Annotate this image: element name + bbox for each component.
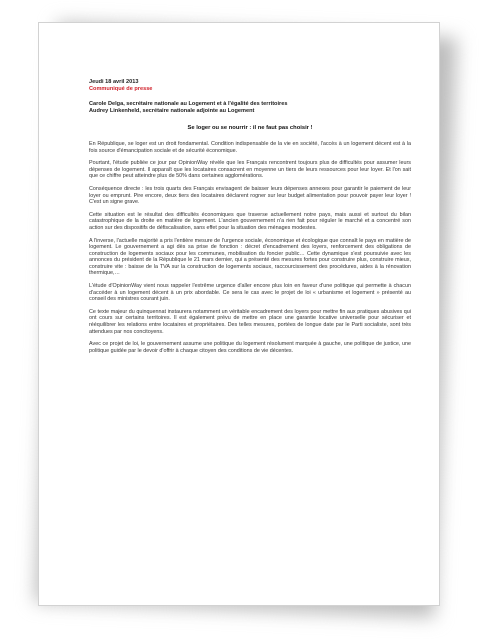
document-content [89, 79, 411, 360]
document-body [89, 141, 411, 354]
author-line: Audrey Linkenheld, secrétaire nationale adjointe au Logement [89, 107, 255, 114]
paragraph: L'étude d'OpinionWay vient nous rappeler l'extrême urgence d'aller encore plus loin en faveur d'une politique qui permette à chacun d'accéder à un logement décent à un prix abordable. Ce sera le cas avec le projet de loi « urbanisme et logement » présenté au conseil des ministres courant juin. [89, 283, 411, 303]
press-date: Jeudi 18 avril 2013 [89, 79, 139, 85]
paragraph: Ce texte majeur du quinquennat instaurera notamment un véritable encadrement des loyers pour mettre fin aux pratiques abusives qui ont cours sur certains territoires. Il est également prévu de mettre en place une garantie locative universelle pour sécuriser et rééquilibrer les relations entre locataires et propriétaires. Des telles mesures, portées de longue date par le Parti socialiste, sont très attendues par nos concitoyens. [89, 308, 411, 335]
paragraph: Conséquence directe : les trois quarts des Français envisagent de baisser leurs dépenses annexes pour garantir le paiement de leur loyer ou emprunt. Pire encore, deux tiers des locataires déclarent rogner sur leur budget alimentation pour pouvoir payer leur loyer ! C'est un signe grave. [89, 185, 411, 206]
paragraph: Cette situation est le résultat des difficultés économiques que traverse actuellement notre pays, mais aussi et surtout du bilan catastrophique de la droite en matière de logement. L'ancien gouvernement n'a rien fait pour réguler le marché et a concentré son action sur des dispositifs de défiscalisation, sans effet pour la situation des ménages modestes. [89, 211, 411, 231]
paragraph: Avec ce projet de loi, le gouvernement assume une politique du logement résolument marquée à gauche, une politique de justice, une politique guidée par le devoir d'offrir à chaque citoyen des conditions de vie décentes. [89, 341, 411, 354]
press-release-label: Communiqué de presse [89, 85, 153, 92]
document-page [38, 22, 440, 606]
author-line: Carole Delga, secrétaire nationale au Logement et à l'égalité des territoires [89, 101, 288, 108]
document-title: Se loger ou se nourrir : il ne faut pas choisir ! [187, 125, 313, 132]
paragraph: A l'inverse, l'actuelle majorité a pris l'entière mesure de l'urgence sociale, économique et écologique que connaît le pays en matière de logement. Le gouvernement a agi dès sa prise de fonction : décret d'encadrement des loyers, renforcement des obligations de construction de logements sociaux pour les communes, mobilisation du foncier public… Cette dynamique s'est poursuivie avec les annonces du président de la République le 21 mars dernier, qui a présenté des mesures fortes pour construire plus, construire mieux, construire vite : baisse de la TVA sur la construction de logements sociaux, raccourcissement des procédures, aides à la rénovation thermique,… [89, 237, 411, 277]
authors-block [89, 101, 411, 114]
paragraph: Pourtant, l'étude publiée ce jour par OpinionWay révèle que les Français rencontrent toujours plus de difficultés pour assumer leurs dépenses de logement. Il apparaît que les locataires consacrent en moyenne un tiers de leurs ressources pour leur loyer. Et l'on sait que ce chiffre peut atteindre plus de 50% dans certaines agglomérations. [89, 160, 411, 180]
paragraph: En République, se loger est un droit fondamental. Condition indispensable de la vie en société, l'accès à un logement décent est à la fois source d'émancipation sociale et de sécurité économique. [89, 140, 411, 154]
